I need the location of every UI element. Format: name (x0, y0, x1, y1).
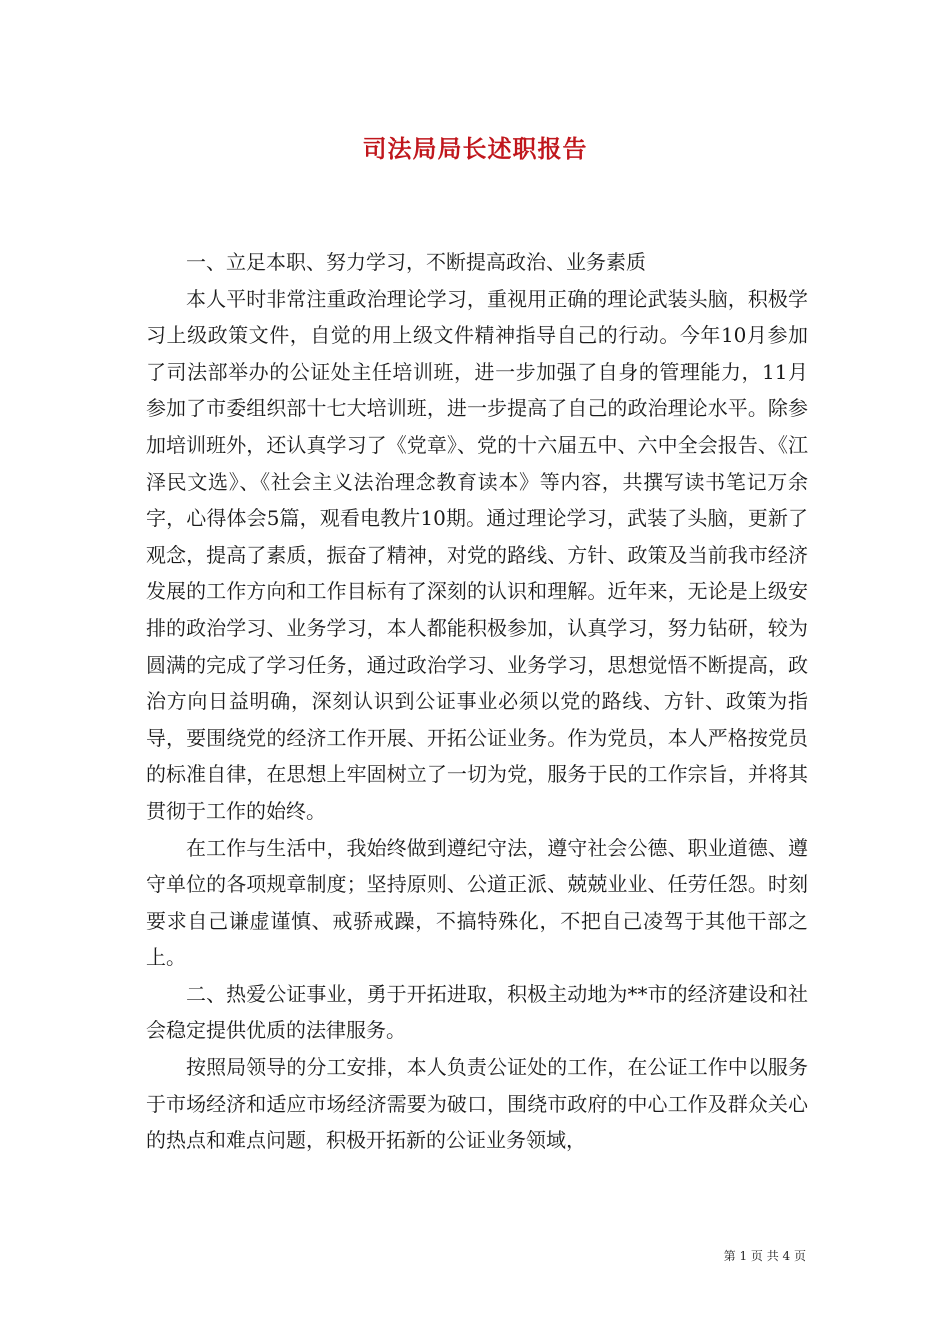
page-number: 第 1 页 共 4 页 (723, 1249, 806, 1263)
paragraph-conduct: 在工作与生活中，我始终做到遵纪守法，遵守社会公德、职业道德、遵守单位的各项规章制度；坚持原则、公道正派、兢兢业业、任劳任怨。时刻要求自己谦虚谨慎、戒骄戒躁，不搞特殊化，不把自己凌驾于其他干部之上。 (146, 835, 808, 970)
document-title: 司法局局长述职报告 (362, 134, 588, 163)
paragraph-notary-work: 按照局领导的分工安排，本人负责公证处的工作，在公证工作中以服务于市场经济和适应市场经济需要为破口，围绕市政府的中心工作及群众关心的热点和难点问题，积极开拓新的公证业务领域， (146, 1055, 808, 1153)
document-body (146, 244, 808, 1159)
section-heading-1: 一、立足本职、努力学习，不断提高政治、业务素质 (186, 250, 646, 274)
section-heading-2: 二、热爱公证事业，勇于开拓进取，积极主动地为**市的经济建设和社会稳定提供优质的法律服务。 (146, 981, 808, 1043)
paragraph-study: 本人平时非常注重政治理论学习，重视用正确的理论武装头脑，积极学习上级政策文件，自觉的用上级文件精神指导自己的行动。今年10月参加了司法部举办的公证处主任培训班，进一步加强了自身的管理能力，11月参加了市委组织部十七大培训班，进一步提高了自己的政治理论水平。除参加培训班外，还认真学习了《党章》、党的十六届五中、六中全会报告、《江泽民文选》、《社会主义法治理念教育读本》等内容，共撰写读书笔记万余字，心得体会5篇，观看电教片10期。通过理论学习，武装了头脑，更新了观念，提高了素质，振奋了精神，对党的路线、方针、政策及当前我市经济发展的工作方向和工作目标有了深刻的认识和理解。近年来，无论是上级安排的政治学习、业务学习，本人都能积极参加，认真学习，努力钻研，较为圆满的完成了学习任务，通过政治学习、业务学习，思想觉悟不断提高，政治方向日益明确，深刻认识到公证事业必须以党的路线、方针、政策为指导，要围绕党的经济工作开展、开拓公证业务。作为党员，本人严格按党员的标准自律，在思想上牢固树立了一切为党，服务于民的工作宗旨，并将其贯彻于工作的始终。 (146, 286, 808, 823)
